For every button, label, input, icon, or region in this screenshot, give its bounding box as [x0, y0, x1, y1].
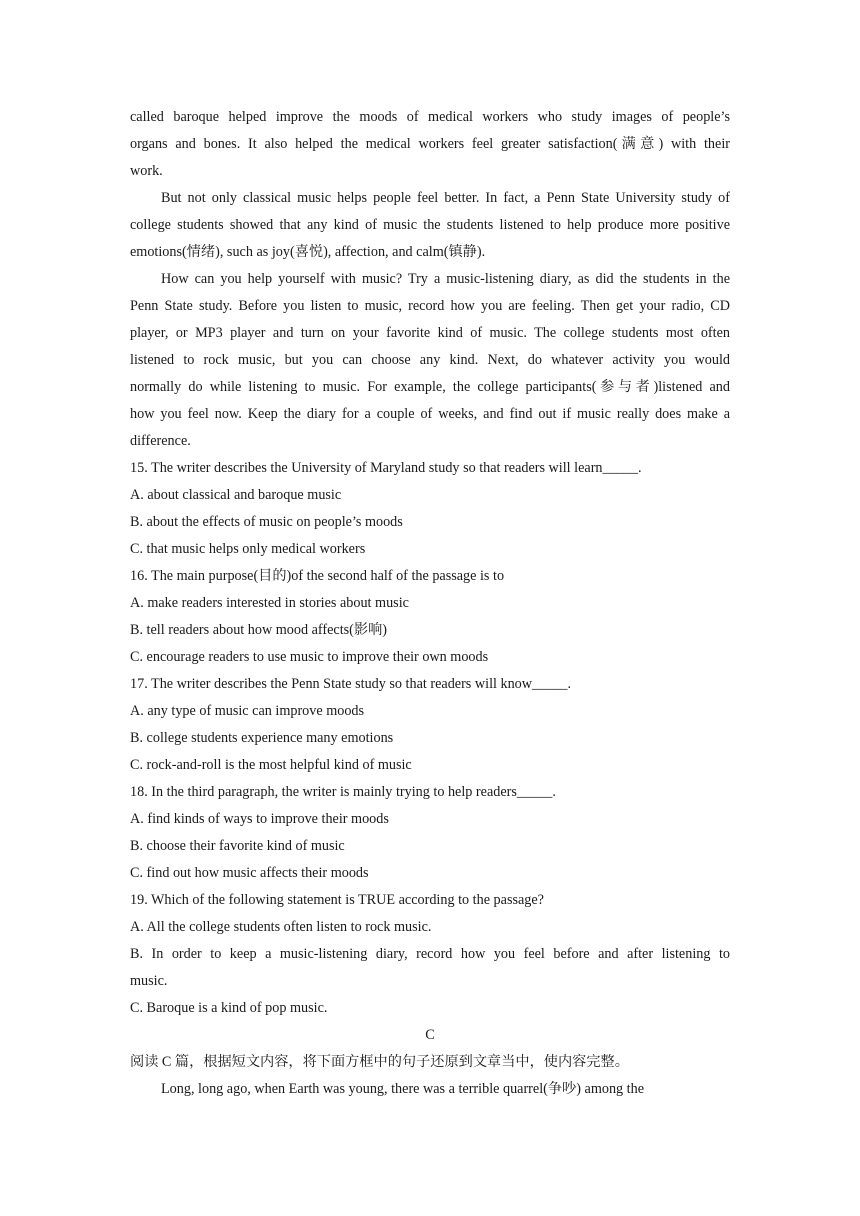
option-b: B. about the effects of music on people’s moods: [130, 514, 403, 530]
question-17: [130, 671, 730, 779]
question-stem: 17. The writer describes the Penn State study so that readers will know_____.: [130, 676, 572, 692]
option-a: A. about classical and baroque music: [130, 487, 342, 503]
paragraph-2: [130, 185, 730, 266]
text-line: Penn State study. Before you listen to music, record how you are feeling. Then get your radio, CD: [130, 298, 730, 314]
text-line: college students showed that any kind of music the students listened to help produce more positive: [130, 217, 730, 233]
option-b: B. In order to keep a music-listening diary, record how you feel before and after listening to: [130, 946, 730, 962]
question-19: [130, 887, 730, 1022]
option-a: A. make readers interested in stories about music: [130, 595, 409, 611]
text-line: emotions(情绪), such as joy(喜悦), affection, and calm(镇静).: [130, 244, 486, 260]
paragraph-3: [130, 266, 730, 455]
option-b-continued: music.: [130, 973, 168, 989]
text-line: normally do while listening to music. For example, the college participants(参与者)listened and: [130, 379, 730, 395]
question-stem: 18. In the third paragraph, the writer is mainly trying to help readers_____.: [130, 784, 556, 800]
option-b: B. tell readers about how mood affects(影响): [130, 622, 388, 638]
option-b: B. college students experience many emotions: [130, 730, 394, 746]
option-b: B. choose their favorite kind of music: [130, 838, 345, 854]
option-c: C. encourage readers to use music to improve their own moods: [130, 649, 489, 665]
document-content: [130, 104, 730, 1103]
option-c: C. rock-and-roll is the most helpful kind of music: [130, 757, 412, 773]
option-a: A. find kinds of ways to improve their moods: [130, 811, 389, 827]
section-c-paragraph-1: Long, long ago, when Earth was young, there was a terrible quarrel(争吵) among the: [161, 1081, 645, 1097]
question-stem: 15. The writer describes the University of Maryland study so that readers will learn_____.: [130, 460, 642, 476]
option-c: C. that music helps only medical workers: [130, 541, 366, 557]
option-a: A. All the college students often listen to rock music.: [130, 919, 432, 935]
question-15: [130, 455, 730, 563]
question-18: [130, 779, 730, 887]
text-line: organs and bones. It also helped the medical workers feel greater satisfaction(满意) with their: [130, 136, 730, 152]
text-line: work.: [130, 163, 163, 179]
text-line: listened to rock music, but you can choose any kind. Next, do whatever activity you would: [130, 352, 730, 368]
section-heading: C: [425, 1027, 435, 1043]
text-line: difference.: [130, 433, 191, 449]
question-16: [130, 563, 730, 671]
text-line: called baroque helped improve the moods of medical workers who study images of people’s: [130, 109, 730, 125]
text-line: player, or MP3 player and turn on your favorite kind of music. The college students most often: [130, 325, 730, 341]
paragraph-continued: [130, 104, 730, 185]
text-line: How can you help yourself with music? Try a music-listening diary, as did the students in the: [161, 271, 730, 287]
question-stem: 16. The main purpose(目的)of the second half of the passage is to: [130, 568, 505, 584]
option-c: C. find out how music affects their moods: [130, 865, 369, 881]
text-line: how you feel now. Keep the diary for a couple of weeks, and find out if music really does make a: [130, 406, 730, 422]
text-line: But not only classical music helps people feel better. In fact, a Penn State University study of: [161, 190, 730, 206]
option-c: C. Baroque is a kind of pop music.: [130, 1000, 328, 1016]
question-stem: 19. Which of the following statement is TRUE according to the passage?: [130, 892, 544, 908]
section-instruction: 阅读 C 篇，根据短文内容，将下面方框中的句子还原到文章当中，使内容完整。: [130, 1054, 629, 1070]
option-a: A. any type of music can improve moods: [130, 703, 365, 719]
